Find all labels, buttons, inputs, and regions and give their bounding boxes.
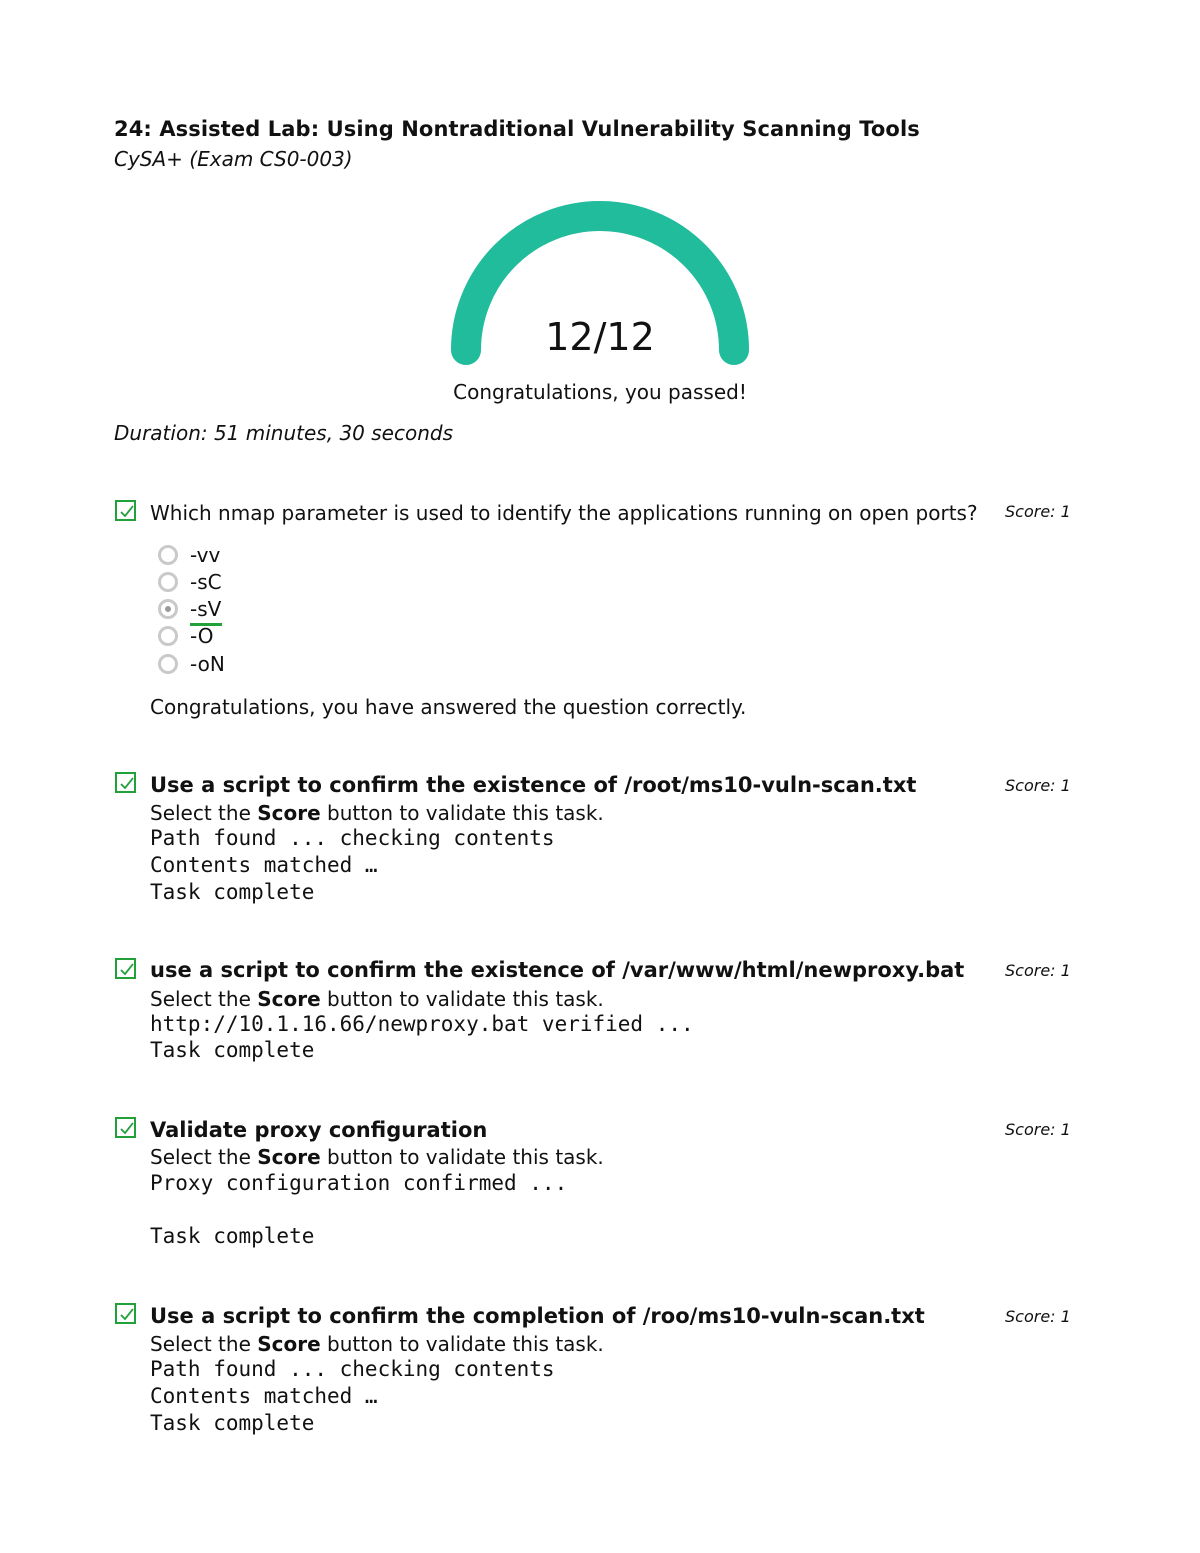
question-check-icon	[115, 500, 136, 521]
task-output-line: Task complete	[150, 880, 315, 904]
task-check-icon	[115, 958, 136, 979]
question-text: Which nmap parameter is used to identify the applications running on open ports?	[150, 501, 978, 525]
task-check-icon	[115, 1303, 136, 1324]
task-output-line: Path found ... checking contents	[150, 1357, 555, 1381]
exam-subtitle: CySA+ (Exam CS0-003)	[114, 147, 353, 171]
radio-selected-icon[interactable]	[158, 599, 178, 619]
task-output-line: http://10.1.16.66/newproxy.bat verified ...	[150, 1012, 694, 1036]
option-label: -sC	[190, 570, 222, 594]
duration-text: Duration: 51 minutes, 30 seconds	[114, 421, 453, 445]
task-title: Use a script to confirm the existence of /root/ms10-vuln-scan.txt	[150, 773, 917, 797]
task-score: Score: 1	[1005, 776, 1071, 795]
task-title: Validate proxy configuration	[150, 1118, 488, 1142]
task-check-icon	[115, 1117, 136, 1138]
task-check-icon	[115, 772, 136, 793]
task-score: Score: 1	[1005, 1120, 1071, 1139]
option-label: -sV	[190, 597, 222, 621]
question-score: Score: 1	[1005, 502, 1071, 521]
task-score: Score: 1	[1005, 1307, 1071, 1326]
task-instruction: Select the Score button to validate this task.	[150, 801, 604, 825]
task-output-line: Contents matched …	[150, 1384, 378, 1408]
task-score: Score: 1	[1005, 961, 1071, 980]
answer-feedback: Congratulations, you have answered the question correctly.	[150, 695, 747, 719]
task-output-line: Path found ... checking contents	[150, 826, 555, 850]
radio-dot	[165, 606, 171, 612]
task-output-line: Task complete	[150, 1224, 315, 1248]
radio-icon[interactable]	[158, 654, 178, 674]
option-label: -O	[190, 624, 214, 648]
pass-message: Congratulations, you passed!	[453, 380, 747, 404]
task-output-line: Task complete	[150, 1038, 315, 1062]
radio-icon[interactable]	[158, 626, 178, 646]
radio-icon[interactable]	[158, 572, 178, 592]
task-title: Use a script to confirm the completion of /roo/ms10-vuln-scan.txt	[150, 1304, 925, 1328]
page-title: 24: Assisted Lab: Using Nontraditional Vulnerability Scanning Tools	[114, 117, 920, 141]
radio-icon[interactable]	[158, 545, 178, 565]
score-value: 12/12	[545, 315, 655, 359]
option-label: -oN	[190, 652, 225, 676]
task-output-line: Contents matched …	[150, 853, 378, 877]
task-instruction: Select the Score button to validate this task.	[150, 987, 604, 1011]
task-instruction: Select the Score button to validate this task.	[150, 1332, 604, 1356]
task-output-line: Task complete	[150, 1411, 315, 1435]
task-output-line: Proxy configuration confirmed ...	[150, 1171, 568, 1195]
option-label: -vv	[190, 543, 221, 567]
task-title: use a script to confirm the existence of /var/www/html/newproxy.bat	[150, 958, 965, 982]
task-instruction: Select the Score button to validate this task.	[150, 1145, 604, 1169]
